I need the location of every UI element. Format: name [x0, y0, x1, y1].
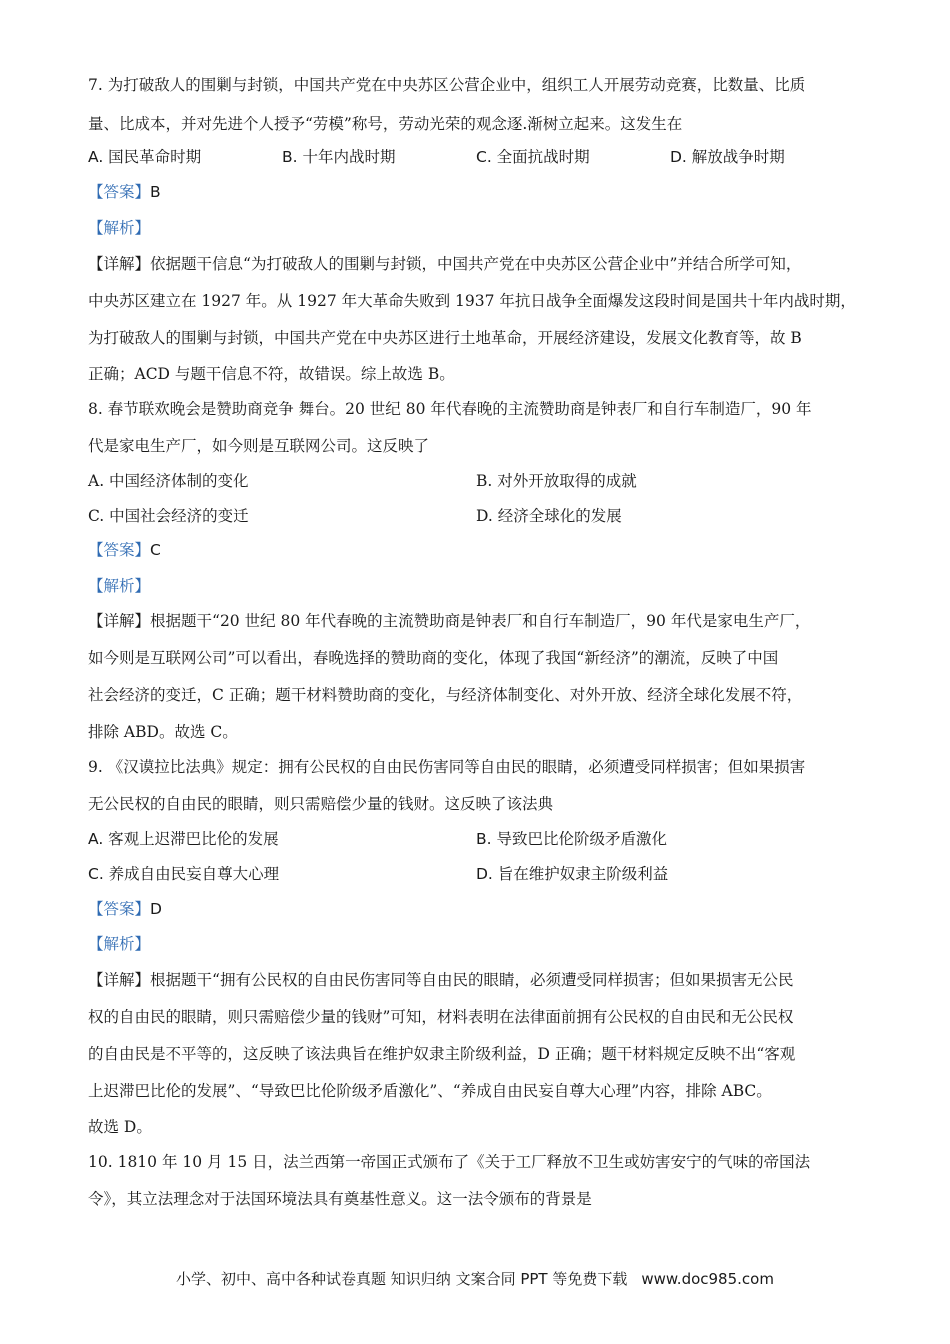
detail-tag: 【详解】	[88, 255, 151, 273]
q8-option-b: B. 对外开放取得的成就	[476, 472, 637, 490]
answer-tag: 【答案】	[88, 183, 151, 201]
q8-stem-line-1: 8. 春节联欢晚会是赞助商竞争 舞台。20 世纪 80 年代春晚的主流赞助商是钟表厂和自行车制造厂，90 年	[88, 400, 812, 418]
q8-option-d: D. 经济全球化的发展	[476, 507, 622, 525]
q8-stem-line-2: 代是家电生产厂，如今则是互联网公司。这反映了	[88, 437, 430, 455]
q8-detail-line-2: 如今则是互联网公司”可以看出，春晚选择的赞助商的变化，体现了我国“新经济”的潮流，反映了中国	[88, 649, 779, 667]
q9-detail-line-1	[88, 969, 874, 991]
q9-option-d: D. 旨在维护奴隶主阶级利益	[476, 865, 669, 883]
q9-stem-line-2: 无公民权的自由民的眼睛，则只需赔偿少量的钱财。这反映了该法典	[88, 795, 554, 813]
q7-detail-line-3: 为打破敌人的围剿与封锁，中国共产党在中央苏区进行土地革命，开展经济建设，发展文化教育等，故 B	[88, 329, 802, 347]
q9-option-c: C. 养成自由民妄自尊大心理	[88, 865, 280, 883]
q8-detail-line-3: 社会经济的变迁，C 正确；题干材料赞助商的变化，与经济体制变化、对外开放、经济全球化发展不符，	[88, 686, 803, 704]
answer-tag: 【答案】	[88, 900, 151, 918]
q7-detail-text-1: 依据题干信息“为打破敌人的围剿与封锁，中国共产党在中央苏区公营企业中”并结合所学可知，	[150, 255, 802, 273]
footer-text: 小学、初中、高中各种试卷真题 知识归纳 文案合同 PPT 等免费下载	[176, 1270, 628, 1288]
q9-option-a: A. 客观上迟滞巴比伦的发展	[88, 830, 279, 848]
q9-detail-line-2: 权的自由民的眼睛，则只需赔偿少量的钱财”可知，材料表明在法律面前拥有公民权的自由民和无公民权	[88, 1008, 794, 1026]
q8-option-a: A. 中国经济体制的变化	[88, 472, 249, 490]
q7-analysis-tag: 【解析】	[88, 219, 151, 237]
q7-option-b: B. 十年内战时期	[282, 148, 396, 166]
q9-answer-value: D	[150, 900, 162, 918]
q9-detail-line-4: 上迟滞巴比伦的发展”、“导致巴比伦阶级矛盾激化”、“养成自由民妄自尊大心理”内容，排除 ABC。	[88, 1082, 772, 1100]
q7-answer	[88, 181, 874, 203]
q7-detail-line-1	[88, 253, 874, 275]
q8-option-c: C. 中国社会经济的变迁	[88, 507, 249, 525]
q7-option-d: D. 解放战争时期	[670, 148, 785, 166]
q10-stem-line-2: 令》，其立法理念对于法国环境法具有奠基性意义。这一法令颁布的背景是	[88, 1190, 592, 1208]
q7-stem-line-2: 量、比成本，并对先进个人授予“劳模”称号，劳动光荣的观念逐.渐树立起来。这发生在	[88, 115, 683, 133]
q9-option-b: B. 导致巴比伦阶级矛盾激化	[476, 830, 667, 848]
q9-detail-line-3: 的自由民是不平等的，这反映了该法典旨在维护奴隶主阶级利益，D 正确；题干材料规定反映不出“客观	[88, 1045, 796, 1063]
q8-answer	[88, 539, 874, 561]
q9-stem-line-1: 9. 《汉谟拉比法典》规定：拥有公民权的自由民伤害同等自由民的眼睛，必须遭受同样损害；但如果损害	[88, 758, 806, 776]
q10-stem-line-1: 10. 1810 年 10 月 15 日，法兰西第一帝国正式颁布了《关于工厂释放不卫生或妨害安宁的气味的帝国法	[88, 1153, 811, 1171]
q8-detail-line-4: 排除 ABD。故选 C。	[88, 723, 238, 741]
q7-detail-line-2: 中央苏区建立在 1927 年。从 1927 年大革命失败到 1937 年抗日战争全面爆发这段时间是国共十年内战时期，	[88, 292, 856, 310]
q8-answer-value: C	[150, 541, 161, 559]
detail-tag: 【详解】	[88, 971, 151, 989]
q7-detail-line-4: 正确；ACD 与题干信息不符，故错误。综上故选 B。	[88, 365, 455, 383]
q7-option-c: C. 全面抗战时期	[476, 148, 590, 166]
footer-link[interactable]: www.doc985.com	[641, 1270, 774, 1288]
q8-detail-text-1: 根据题干“20 世纪 80 年代春晚的主流赞助商是钟表厂和自行车制造厂，90 年代是家电生产厂，	[150, 612, 811, 630]
q8-detail-line-1	[88, 610, 874, 632]
q9-analysis-tag: 【解析】	[88, 935, 151, 953]
answer-tag: 【答案】	[88, 541, 151, 559]
q9-answer	[88, 898, 874, 920]
q7-answer-value: B	[150, 183, 161, 201]
q7-stem-line-1: 7. 为打破敌人的围剿与封锁，中国共产党在中央苏区公营企业中，组织工人开展劳动竞赛，比数量、比质	[88, 76, 806, 94]
q9-detail-text-1: 根据题干“拥有公民权的自由民伤害同等自由民的眼睛，必须遭受同样损害；但如果损害无公民	[150, 971, 794, 989]
page-footer	[0, 1268, 950, 1289]
q7-option-a: A. 国民革命时期	[88, 148, 202, 166]
q9-detail-line-5: 故选 D。	[88, 1118, 152, 1136]
q8-analysis-tag: 【解析】	[88, 577, 151, 595]
detail-tag: 【详解】	[88, 612, 151, 630]
